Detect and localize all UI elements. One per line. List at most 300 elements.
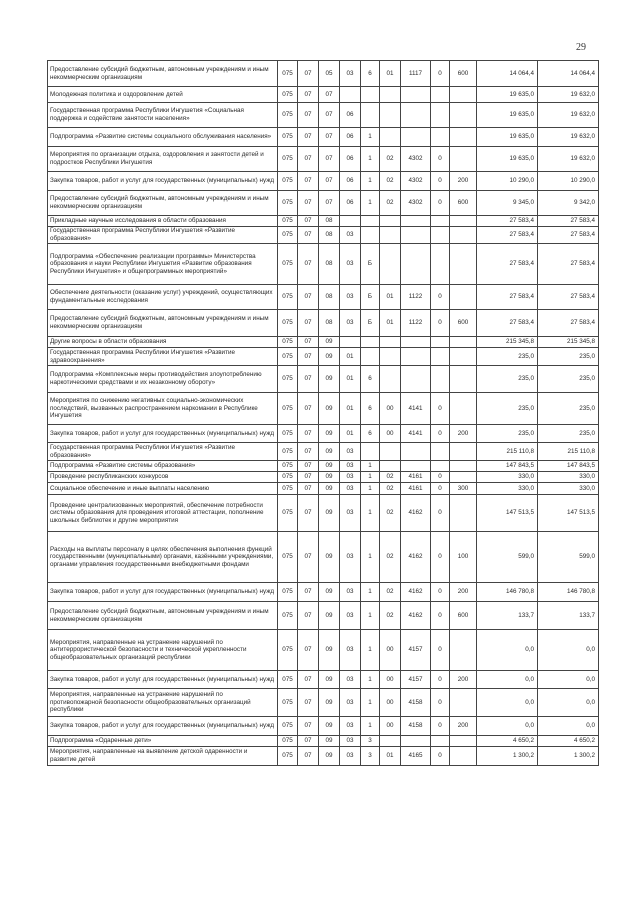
code-cell: 02 bbox=[380, 472, 401, 483]
code-cell: 1 bbox=[361, 128, 380, 147]
code-cell: 09 bbox=[319, 602, 340, 630]
code-cell: 09 bbox=[319, 348, 340, 366]
code-cell: 3 bbox=[361, 747, 380, 766]
table-row bbox=[48, 128, 599, 147]
amount-cell: 147 513,5 bbox=[477, 495, 538, 532]
code-cell: 6 bbox=[361, 366, 380, 393]
table-row bbox=[48, 87, 599, 103]
code-cell: 00 bbox=[380, 671, 401, 689]
code-cell: 02 bbox=[380, 191, 401, 216]
code-cell: 0 bbox=[431, 393, 450, 425]
code-cell: 075 bbox=[278, 128, 298, 147]
code-cell bbox=[431, 216, 450, 227]
row-name-cell: Мероприятия, направленные на устранение нарушений по антитеррористической безопасности и технической укрепленности общеобразовательных организаций республики bbox=[48, 630, 278, 671]
code-cell: 1 bbox=[361, 147, 380, 172]
code-cell: 075 bbox=[278, 103, 298, 128]
code-cell: 07 bbox=[298, 191, 319, 216]
code-cell: 03 bbox=[340, 461, 361, 472]
code-cell: 07 bbox=[319, 147, 340, 172]
code-cell: 07 bbox=[298, 227, 319, 244]
code-cell: 4162 bbox=[401, 583, 431, 602]
code-cell: 1 bbox=[361, 583, 380, 602]
code-cell: 01 bbox=[380, 61, 401, 87]
code-cell: 07 bbox=[298, 425, 319, 443]
table-row bbox=[48, 443, 599, 461]
code-cell bbox=[450, 747, 477, 766]
code-cell: 4158 bbox=[401, 689, 431, 717]
table-row bbox=[48, 103, 599, 128]
amount-cell: 215 345,8 bbox=[538, 337, 599, 348]
code-cell bbox=[401, 443, 431, 461]
code-cell: 4162 bbox=[401, 532, 431, 583]
code-cell: 075 bbox=[278, 689, 298, 717]
code-cell: 075 bbox=[278, 717, 298, 736]
amount-cell: 27 583,4 bbox=[477, 285, 538, 310]
amount-cell: 235,0 bbox=[477, 366, 538, 393]
code-cell: 075 bbox=[278, 87, 298, 103]
amount-cell: 4 650,2 bbox=[538, 736, 599, 747]
code-cell: 075 bbox=[278, 602, 298, 630]
code-cell: 075 bbox=[278, 285, 298, 310]
code-cell: 09 bbox=[319, 717, 340, 736]
code-cell: 03 bbox=[340, 483, 361, 495]
code-cell: 4165 bbox=[401, 747, 431, 766]
code-cell: 075 bbox=[278, 736, 298, 747]
code-cell: 07 bbox=[298, 337, 319, 348]
code-cell: 07 bbox=[319, 87, 340, 103]
table-row bbox=[48, 172, 599, 191]
code-cell: 075 bbox=[278, 747, 298, 766]
code-cell: 02 bbox=[380, 583, 401, 602]
code-cell bbox=[450, 689, 477, 717]
code-cell: 075 bbox=[278, 227, 298, 244]
amount-cell: 147 513,5 bbox=[538, 495, 599, 532]
code-cell bbox=[431, 103, 450, 128]
code-cell: 075 bbox=[278, 393, 298, 425]
code-cell bbox=[450, 227, 477, 244]
code-cell: 03 bbox=[340, 472, 361, 483]
code-cell bbox=[450, 87, 477, 103]
code-cell bbox=[401, 366, 431, 393]
table-row bbox=[48, 583, 599, 602]
code-cell: 07 bbox=[319, 172, 340, 191]
code-cell: 00 bbox=[380, 630, 401, 671]
code-cell: 600 bbox=[450, 61, 477, 87]
code-cell bbox=[450, 630, 477, 671]
code-cell: 07 bbox=[298, 443, 319, 461]
row-name-cell: Государственная программа Республики Ингушетия «Развитие здравоохранения» bbox=[48, 348, 278, 366]
code-cell: 09 bbox=[319, 472, 340, 483]
code-cell: 075 bbox=[278, 472, 298, 483]
code-cell: 075 bbox=[278, 244, 298, 285]
code-cell: 0 bbox=[431, 147, 450, 172]
code-cell bbox=[380, 348, 401, 366]
code-cell: 03 bbox=[340, 689, 361, 717]
code-cell: 0 bbox=[431, 689, 450, 717]
amount-cell: 133,7 bbox=[538, 602, 599, 630]
code-cell: 4302 bbox=[401, 172, 431, 191]
code-cell: 06 bbox=[340, 172, 361, 191]
amount-cell: 599,0 bbox=[538, 532, 599, 583]
code-cell bbox=[431, 348, 450, 366]
amount-cell: 9 342,0 bbox=[538, 191, 599, 216]
code-cell: 300 bbox=[450, 483, 477, 495]
code-cell: 07 bbox=[298, 483, 319, 495]
amount-cell: 0,0 bbox=[538, 630, 599, 671]
row-name-cell: Другие вопросы в области образования bbox=[48, 337, 278, 348]
code-cell: 4162 bbox=[401, 495, 431, 532]
amount-cell: 19 632,0 bbox=[538, 103, 599, 128]
amount-cell: 235,0 bbox=[538, 348, 599, 366]
code-cell: 09 bbox=[319, 483, 340, 495]
code-cell: 0 bbox=[431, 717, 450, 736]
code-cell: 075 bbox=[278, 532, 298, 583]
code-cell: 100 bbox=[450, 532, 477, 583]
code-cell: 09 bbox=[319, 583, 340, 602]
amount-cell: 235,0 bbox=[538, 393, 599, 425]
code-cell: 075 bbox=[278, 483, 298, 495]
row-name-cell: Подпрограмма «Комплексные меры противодействия злоупотреблению наркотическими средствами и их незаконному обороту» bbox=[48, 366, 278, 393]
amount-cell: 235,0 bbox=[477, 425, 538, 443]
amount-cell: 146 780,8 bbox=[477, 583, 538, 602]
amount-cell: 14 064,4 bbox=[477, 61, 538, 87]
code-cell: 1 bbox=[361, 172, 380, 191]
code-cell bbox=[431, 443, 450, 461]
table-row bbox=[48, 736, 599, 747]
code-cell bbox=[450, 393, 477, 425]
code-cell bbox=[450, 337, 477, 348]
row-name-cell: Расходы на выплаты персоналу в целях обеспечения выполнения функций государственными (муниципальными) органами, казёнными учреждениями, органами управления государственными внебюджетными фондами bbox=[48, 532, 278, 583]
code-cell: 07 bbox=[298, 61, 319, 87]
amount-cell: 27 583,4 bbox=[477, 310, 538, 337]
code-cell bbox=[380, 366, 401, 393]
code-cell: 075 bbox=[278, 495, 298, 532]
code-cell bbox=[401, 244, 431, 285]
table-row bbox=[48, 671, 599, 689]
code-cell: Б bbox=[361, 244, 380, 285]
code-cell: 1 bbox=[361, 191, 380, 216]
code-cell: 03 bbox=[340, 61, 361, 87]
amount-cell: 599,0 bbox=[477, 532, 538, 583]
code-cell: 0 bbox=[431, 61, 450, 87]
code-cell bbox=[450, 366, 477, 393]
amount-cell: 14 064,4 bbox=[538, 61, 599, 87]
code-cell bbox=[431, 244, 450, 285]
code-cell: 02 bbox=[380, 602, 401, 630]
table-row bbox=[48, 337, 599, 348]
code-cell: 01 bbox=[340, 425, 361, 443]
row-name-cell: Прикладные научные исследования в области образования bbox=[48, 216, 278, 227]
table-row bbox=[48, 348, 599, 366]
code-cell: 03 bbox=[340, 602, 361, 630]
row-name-cell: Мероприятия по организации отдыха, оздоровления и занятости детей и подростков Республики Ингушетия bbox=[48, 147, 278, 172]
code-cell: 6 bbox=[361, 61, 380, 87]
code-cell: 075 bbox=[278, 583, 298, 602]
code-cell: 200 bbox=[450, 717, 477, 736]
code-cell: 0 bbox=[431, 483, 450, 495]
code-cell: 07 bbox=[319, 128, 340, 147]
code-cell bbox=[340, 216, 361, 227]
code-cell: 07 bbox=[298, 461, 319, 472]
row-name-cell: Обеспечение деятельности (оказание услуг) учреждений, осуществляющих фундаментальные исследования bbox=[48, 285, 278, 310]
code-cell: 00 bbox=[380, 689, 401, 717]
code-cell: 075 bbox=[278, 337, 298, 348]
row-name-cell: Предоставление субсидий бюджетным, автономным учреждениям и иным некоммерческим организациям bbox=[48, 191, 278, 216]
row-name-cell: Подпрограмма «Развитие системы социального обслуживания населения» bbox=[48, 128, 278, 147]
row-name-cell: Предоставление субсидий бюджетным, автономным учреждениям и иным некоммерческим организациям bbox=[48, 61, 278, 87]
code-cell: 07 bbox=[298, 128, 319, 147]
row-name-cell: Социальное обеспечение и иные выплаты населению bbox=[48, 483, 278, 495]
amount-cell: 10 290,0 bbox=[477, 172, 538, 191]
code-cell: 00 bbox=[380, 717, 401, 736]
code-cell: 07 bbox=[298, 103, 319, 128]
code-cell bbox=[450, 495, 477, 532]
code-cell: 4157 bbox=[401, 630, 431, 671]
amount-cell: 330,0 bbox=[538, 472, 599, 483]
code-cell bbox=[380, 103, 401, 128]
amount-cell: 27 583,4 bbox=[538, 285, 599, 310]
table-row bbox=[48, 472, 599, 483]
code-cell: 075 bbox=[278, 671, 298, 689]
code-cell: 08 bbox=[319, 216, 340, 227]
code-cell bbox=[401, 103, 431, 128]
code-cell bbox=[361, 87, 380, 103]
code-cell: 09 bbox=[319, 736, 340, 747]
code-cell bbox=[340, 87, 361, 103]
code-cell: 03 bbox=[340, 583, 361, 602]
code-cell: 0 bbox=[431, 671, 450, 689]
row-name-cell: Предоставление субсидий бюджетным, автономным учреждениям и иным некоммерческим организациям bbox=[48, 310, 278, 337]
code-cell: 06 bbox=[340, 103, 361, 128]
code-cell: 075 bbox=[278, 461, 298, 472]
code-cell: 03 bbox=[340, 736, 361, 747]
code-cell: 07 bbox=[298, 747, 319, 766]
code-cell: 075 bbox=[278, 216, 298, 227]
code-cell bbox=[401, 461, 431, 472]
row-name-cell: Государственная программа Республики Ингушетия «Социальная поддержка и содействие занятости населения» bbox=[48, 103, 278, 128]
code-cell: 07 bbox=[298, 671, 319, 689]
code-cell: 1 bbox=[361, 671, 380, 689]
code-cell: 0 bbox=[431, 172, 450, 191]
code-cell: 01 bbox=[340, 348, 361, 366]
code-cell: 4161 bbox=[401, 483, 431, 495]
code-cell: 07 bbox=[298, 87, 319, 103]
table-row bbox=[48, 285, 599, 310]
amount-cell: 215 110,8 bbox=[477, 443, 538, 461]
code-cell: 09 bbox=[319, 671, 340, 689]
row-name-cell: Закупка товаров, работ и услуг для государственных (муниципальных) нужд bbox=[48, 717, 278, 736]
table-row bbox=[48, 227, 599, 244]
code-cell bbox=[450, 472, 477, 483]
code-cell bbox=[450, 128, 477, 147]
amount-cell: 19 632,0 bbox=[538, 87, 599, 103]
code-cell bbox=[401, 216, 431, 227]
table-row bbox=[48, 147, 599, 172]
page-number: 29 bbox=[576, 42, 586, 53]
code-cell: Б bbox=[361, 310, 380, 337]
row-name-cell: Подпрограмма «Развитие системы образования» bbox=[48, 461, 278, 472]
amount-cell: 0,0 bbox=[477, 671, 538, 689]
code-cell: 03 bbox=[340, 630, 361, 671]
code-cell: 075 bbox=[278, 191, 298, 216]
code-cell: 00 bbox=[380, 425, 401, 443]
code-cell: 03 bbox=[340, 532, 361, 583]
code-cell: 09 bbox=[319, 425, 340, 443]
code-cell: 1122 bbox=[401, 310, 431, 337]
code-cell: 4161 bbox=[401, 472, 431, 483]
code-cell bbox=[450, 736, 477, 747]
code-cell: 09 bbox=[319, 630, 340, 671]
amount-cell: 146 780,8 bbox=[538, 583, 599, 602]
table-row bbox=[48, 483, 599, 495]
amount-cell: 0,0 bbox=[538, 671, 599, 689]
code-cell: 07 bbox=[298, 172, 319, 191]
row-name-cell: Государственная программа Республики Ингушетия «Развитие образования» bbox=[48, 227, 278, 244]
row-name-cell: Государственная программа Республики Ингушетия «Развитие образования» bbox=[48, 443, 278, 461]
code-cell: 07 bbox=[319, 103, 340, 128]
amount-cell: 0,0 bbox=[538, 689, 599, 717]
amount-cell: 235,0 bbox=[477, 348, 538, 366]
code-cell: 03 bbox=[340, 310, 361, 337]
amount-cell: 19 635,0 bbox=[477, 103, 538, 128]
code-cell: 02 bbox=[380, 532, 401, 583]
code-cell: 075 bbox=[278, 425, 298, 443]
row-name-cell: Закупка товаров, работ и услуг для государственных (муниципальных) нужд bbox=[48, 671, 278, 689]
code-cell: 07 bbox=[319, 191, 340, 216]
code-cell bbox=[450, 348, 477, 366]
code-cell: 0 bbox=[431, 191, 450, 216]
table-row bbox=[48, 366, 599, 393]
row-name-cell: Подпрограмма «Обеспечение реализации программы» Министерства образования и науки Республики Ингушетия «Развитие образования Республики Ингушетия» и общепрограммных мероприятий» bbox=[48, 244, 278, 285]
code-cell: 03 bbox=[340, 747, 361, 766]
code-cell: 03 bbox=[340, 227, 361, 244]
code-cell: 01 bbox=[340, 393, 361, 425]
code-cell bbox=[431, 87, 450, 103]
code-cell: 4157 bbox=[401, 671, 431, 689]
code-cell: 08 bbox=[319, 285, 340, 310]
code-cell: 03 bbox=[340, 443, 361, 461]
code-cell: 09 bbox=[319, 532, 340, 583]
amount-cell: 0,0 bbox=[477, 717, 538, 736]
code-cell: 075 bbox=[278, 172, 298, 191]
code-cell: 09 bbox=[319, 366, 340, 393]
code-cell bbox=[380, 216, 401, 227]
code-cell bbox=[361, 348, 380, 366]
amount-cell: 147 843,5 bbox=[477, 461, 538, 472]
code-cell: 6 bbox=[361, 425, 380, 443]
code-cell: 07 bbox=[298, 366, 319, 393]
code-cell bbox=[401, 348, 431, 366]
code-cell: 0 bbox=[431, 602, 450, 630]
code-cell: 4141 bbox=[401, 393, 431, 425]
budget-table bbox=[47, 60, 599, 766]
table-row bbox=[48, 216, 599, 227]
code-cell bbox=[450, 216, 477, 227]
code-cell: 08 bbox=[319, 227, 340, 244]
code-cell: 600 bbox=[450, 602, 477, 630]
code-cell: 1 bbox=[361, 602, 380, 630]
amount-cell: 0,0 bbox=[477, 689, 538, 717]
code-cell bbox=[380, 443, 401, 461]
code-cell bbox=[431, 736, 450, 747]
code-cell: 0 bbox=[431, 583, 450, 602]
amount-cell: 19 635,0 bbox=[477, 147, 538, 172]
row-name-cell: Предоставление субсидий бюджетным, автономным учреждениям и иным некоммерческим организациям bbox=[48, 602, 278, 630]
amount-cell: 4 650,2 bbox=[477, 736, 538, 747]
row-name-cell: Мероприятия, направленные на выявление детской одаренности и развитие детей bbox=[48, 747, 278, 766]
code-cell: 0 bbox=[431, 425, 450, 443]
code-cell: 01 bbox=[340, 366, 361, 393]
code-cell: Б bbox=[361, 285, 380, 310]
amount-cell: 215 345,8 bbox=[477, 337, 538, 348]
code-cell bbox=[431, 461, 450, 472]
code-cell: 07 bbox=[298, 285, 319, 310]
code-cell: 075 bbox=[278, 348, 298, 366]
code-cell bbox=[431, 337, 450, 348]
code-cell bbox=[450, 103, 477, 128]
code-cell bbox=[431, 128, 450, 147]
code-cell bbox=[450, 147, 477, 172]
code-cell: 075 bbox=[278, 147, 298, 172]
code-cell: 1 bbox=[361, 630, 380, 671]
code-cell: 07 bbox=[298, 310, 319, 337]
amount-cell: 235,0 bbox=[538, 425, 599, 443]
code-cell bbox=[380, 227, 401, 244]
code-cell bbox=[431, 227, 450, 244]
code-cell: 07 bbox=[298, 736, 319, 747]
row-name-cell: Проведение централизованных мероприятий, обеспечение потребности системы образования для проведения итоговой аттестации, пополнение школьных библиотек и другие мероприятия bbox=[48, 495, 278, 532]
amount-cell: 27 583,4 bbox=[538, 310, 599, 337]
code-cell bbox=[380, 128, 401, 147]
code-cell: 600 bbox=[450, 310, 477, 337]
table-row bbox=[48, 747, 599, 766]
code-cell: 4158 bbox=[401, 717, 431, 736]
row-name-cell: Закупка товаров, работ и услуг для государственных (муниципальных) нужд bbox=[48, 172, 278, 191]
code-cell bbox=[340, 337, 361, 348]
amount-cell: 133,7 bbox=[477, 602, 538, 630]
code-cell: 600 bbox=[450, 191, 477, 216]
code-cell: 07 bbox=[298, 244, 319, 285]
code-cell: 075 bbox=[278, 366, 298, 393]
code-cell: 1 bbox=[361, 461, 380, 472]
amount-cell: 27 583,4 bbox=[538, 244, 599, 285]
code-cell bbox=[401, 87, 431, 103]
row-name-cell: Закупка товаров, работ и услуг для государственных (муниципальных) нужд bbox=[48, 425, 278, 443]
table-row bbox=[48, 191, 599, 216]
code-cell: 200 bbox=[450, 172, 477, 191]
code-cell: 075 bbox=[278, 61, 298, 87]
amount-cell: 235,0 bbox=[477, 393, 538, 425]
code-cell: 4162 bbox=[401, 602, 431, 630]
code-cell bbox=[361, 227, 380, 244]
code-cell: 0 bbox=[431, 747, 450, 766]
code-cell: 02 bbox=[380, 147, 401, 172]
code-cell bbox=[450, 461, 477, 472]
code-cell: 0 bbox=[431, 532, 450, 583]
code-cell: 4302 bbox=[401, 147, 431, 172]
code-cell: 1 bbox=[361, 483, 380, 495]
code-cell: 1122 bbox=[401, 285, 431, 310]
code-cell: 07 bbox=[298, 583, 319, 602]
amount-cell: 215 110,8 bbox=[538, 443, 599, 461]
table-row bbox=[48, 393, 599, 425]
code-cell: 06 bbox=[340, 147, 361, 172]
code-cell bbox=[361, 337, 380, 348]
code-cell: 06 bbox=[340, 191, 361, 216]
amount-cell: 27 583,4 bbox=[477, 244, 538, 285]
code-cell: 0 bbox=[431, 310, 450, 337]
code-cell bbox=[450, 244, 477, 285]
